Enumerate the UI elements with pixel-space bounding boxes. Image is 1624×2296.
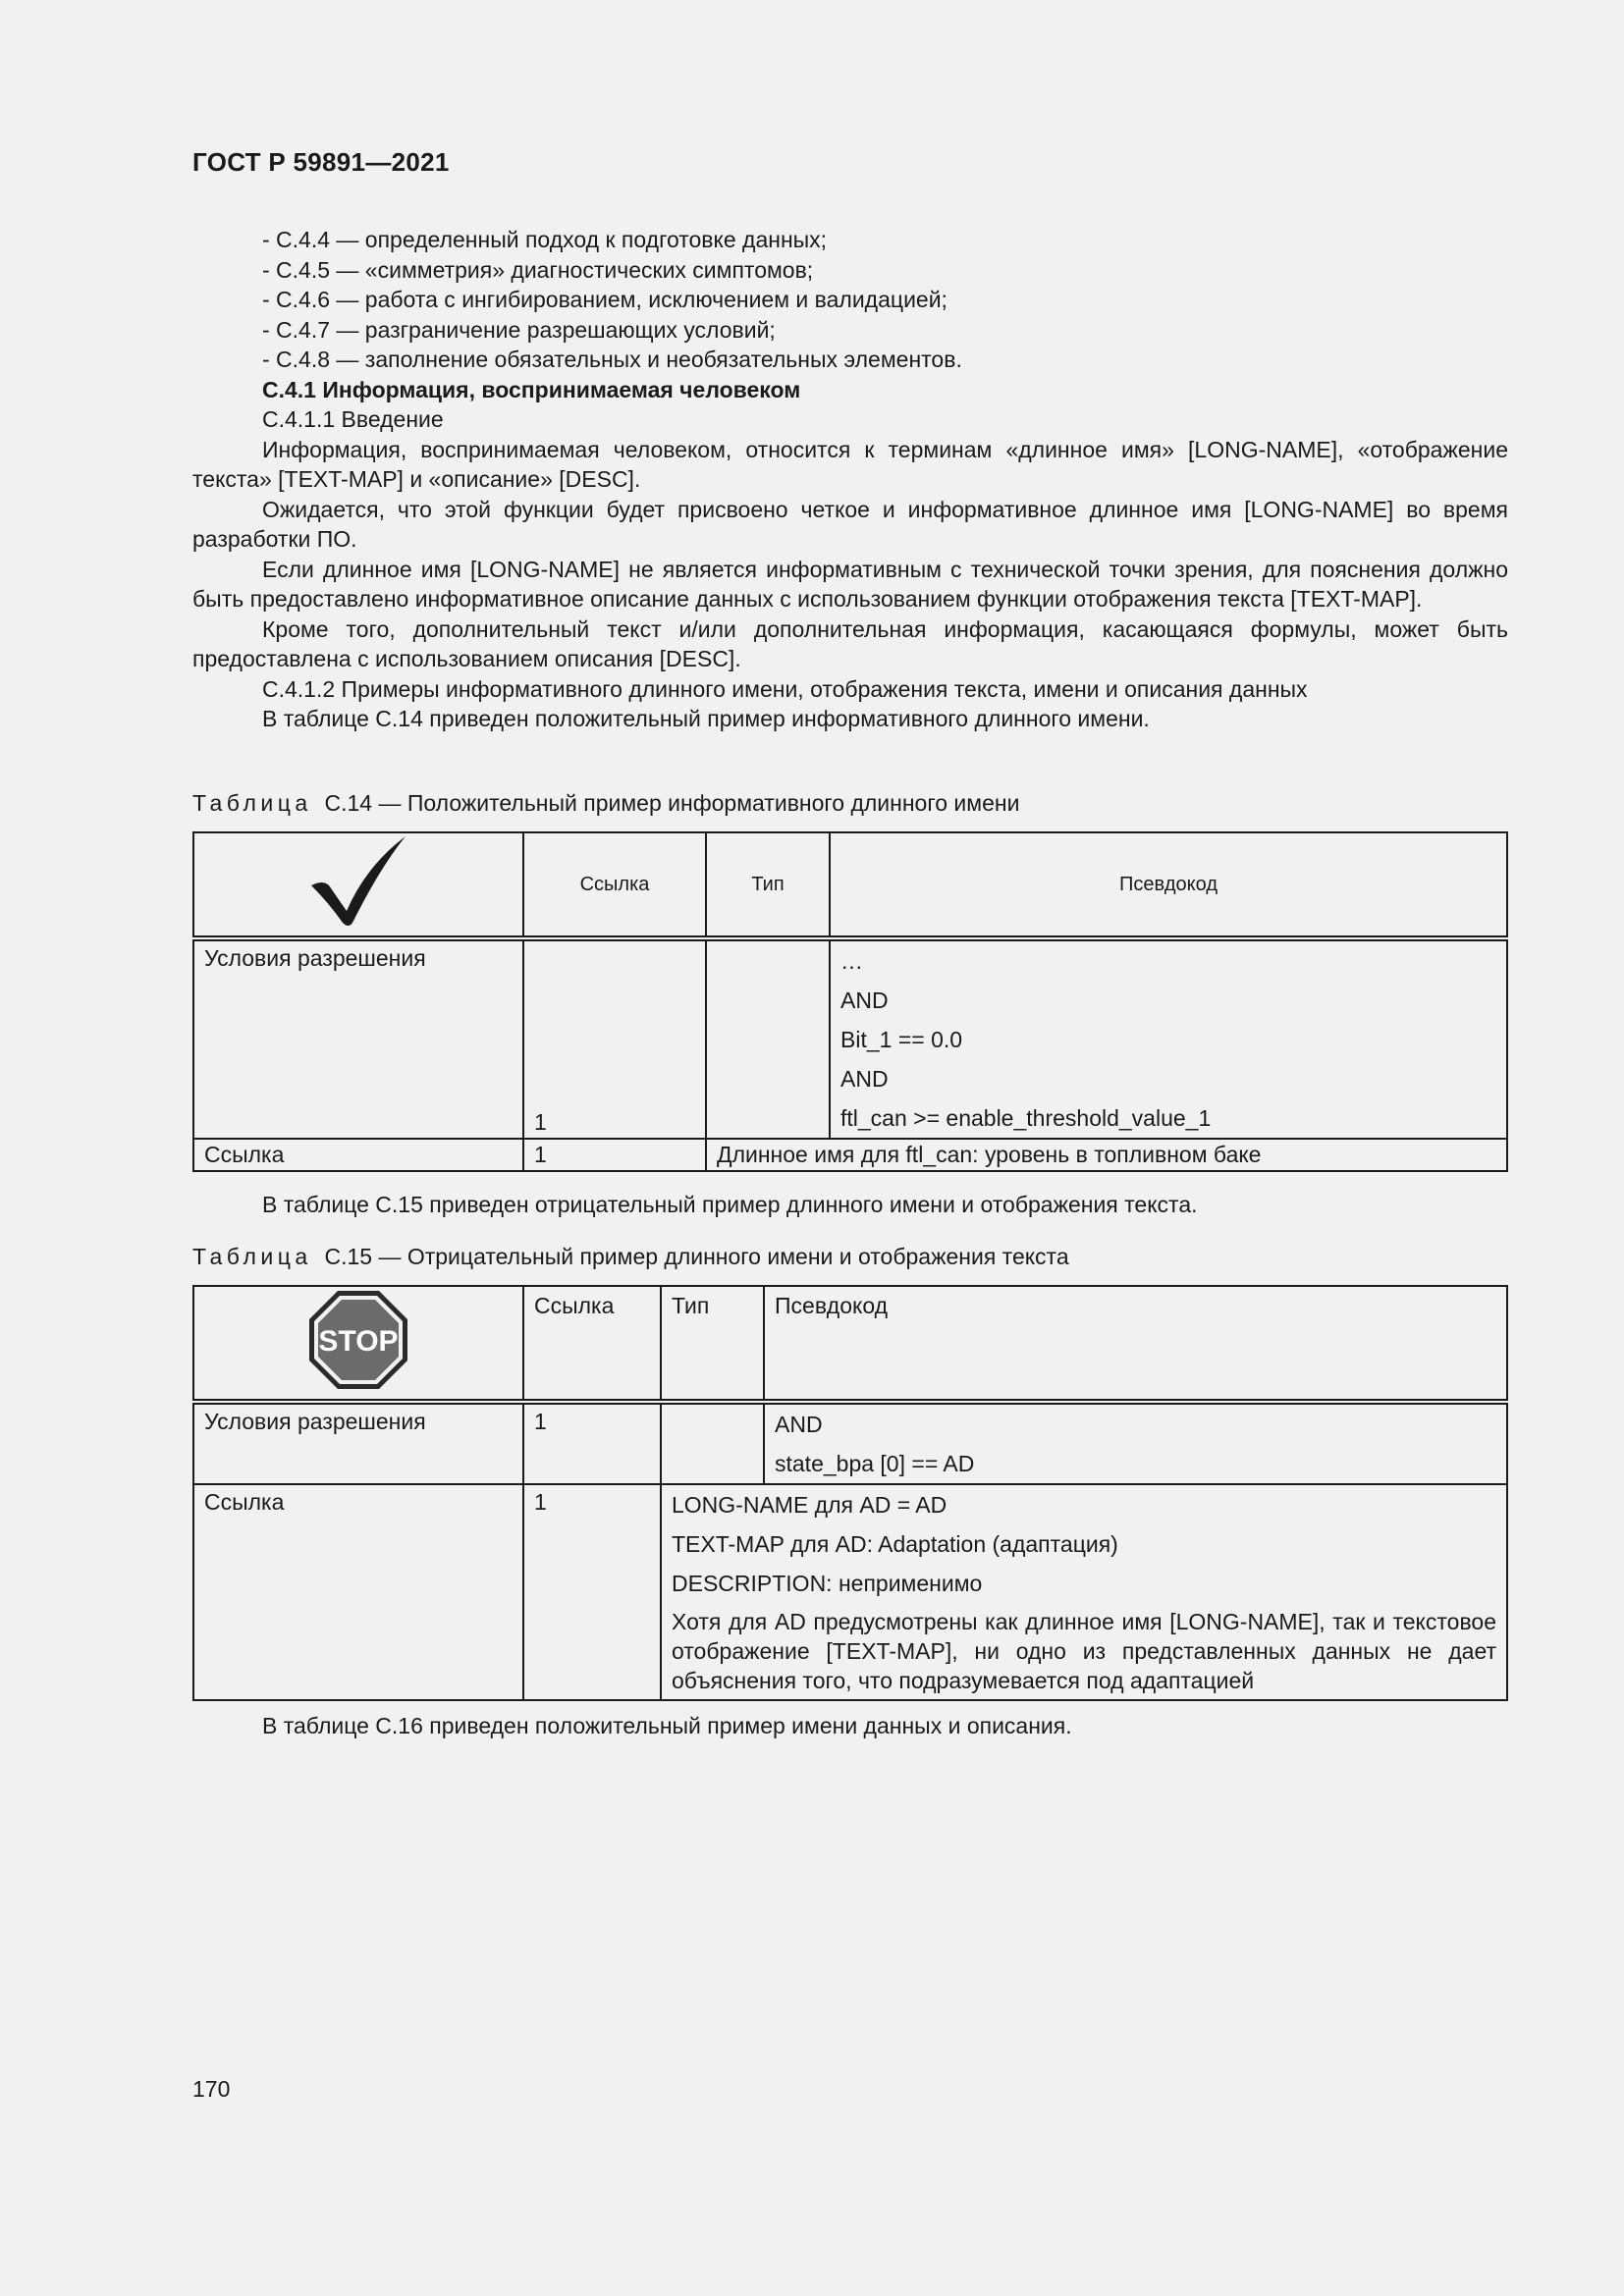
description-line: DESCRIPTION: неприменимо <box>672 1571 983 1596</box>
row-label-cell <box>193 938 523 1139</box>
header-ref: Ссылка <box>523 832 706 938</box>
header-type-label: Тип <box>672 1293 710 1318</box>
pseudocode-cell <box>830 938 1507 1139</box>
ref-value: 1 <box>534 1489 547 1515</box>
stop-sign-text: STOP <box>318 1325 399 1358</box>
row-label-cell <box>193 1402 523 1484</box>
list-item: - С.4.4 — определенный подход к подготовке данных; <box>262 227 828 252</box>
table-header-row <box>193 832 1507 938</box>
ref-value: 1 <box>534 1409 547 1434</box>
pseudocode-line: state_bpa [0] == AD <box>775 1451 975 1476</box>
table-row <box>193 1402 1507 1484</box>
pseudocode-line: AND <box>840 988 889 1013</box>
stop-sign-icon <box>307 1289 409 1391</box>
row-label: Ссылка <box>204 1142 285 1167</box>
header-pseudocode-label: Псевдокод <box>775 1293 889 1318</box>
table-caption <box>192 790 1019 817</box>
header-pseudocode: Псевдокод <box>830 832 1507 938</box>
header-ref <box>523 1286 661 1402</box>
table-c15 <box>192 1285 1508 1701</box>
body-text <box>192 225 1508 734</box>
header-icon-cell <box>193 832 523 938</box>
section-heading: С.4.1 Информация, воспринимаемая человеком <box>262 376 801 402</box>
table-c14 <box>192 831 1508 1172</box>
caption-label: Таблица <box>192 1244 312 1269</box>
header-type: Тип <box>706 832 830 938</box>
subsection-heading: С.4.1.2 Примеры информативного длинного имени, отображения текста, имени и описания данных <box>262 675 1308 702</box>
page-number: 170 <box>192 2076 231 2102</box>
paragraph: В таблице С.14 приведен положительный пример информативного длинного имени. <box>262 706 1150 731</box>
list-item: - С.4.6 — работа с ингибированием, исключением и валидацией; <box>262 287 947 312</box>
paragraph: Информация, воспринимаемая человеком, относится к терминам «длинное имя» [LONG-NAME], «отображение текста» [TEXT-MAP] и «описание» [DESC]. <box>192 436 1508 492</box>
pseudocode-line: ftl_can >= enable_threshold_value_1 <box>840 1105 1212 1131</box>
row-label: Ссылка <box>204 1489 285 1515</box>
description-line: TEXT-MAP для AD: Adaptation (адаптация) <box>672 1531 1118 1557</box>
ref-cell <box>523 1484 661 1700</box>
table-row <box>193 1484 1507 1700</box>
pseudocode-line: AND <box>840 1066 889 1092</box>
list-item: - С.4.7 — разграничение разрешающих условий; <box>262 316 776 343</box>
row-label: Условия разрешения <box>204 1409 426 1434</box>
ref-value: 1 <box>534 1142 547 1167</box>
pseudocode-line: Bit_1 == 0.0 <box>840 1027 963 1052</box>
ref-cell <box>523 1139 706 1171</box>
merged-cell <box>661 1484 1507 1700</box>
paragraph: Ожидается, что этой функции будет присвоено четкое и информативное длинное имя [LONG-NAME] во время разработки ПО. <box>192 496 1508 552</box>
description-note: Хотя для AD предусмотрены как длинное имя [LONG-NAME], так и текстовое отображение [TEXT-MAP], ни одно из представленных данных не дает объяснения того, что подразумевается под адаптацией <box>672 1609 1496 1693</box>
header-type <box>661 1286 764 1402</box>
document-header: ГОСТ Р 59891—2021 <box>192 147 450 177</box>
paragraph: Если длинное имя [LONG-NAME] не является информативным с технической точки зрения, для пояснения должно быть предоставлено информативное описание данных с использованием функции отображения текста [TEXT-MAP]. <box>192 556 1508 612</box>
table-row <box>193 938 1507 1139</box>
row-label-cell <box>193 1484 523 1700</box>
ref-cell <box>523 1402 661 1484</box>
paragraph: В таблице С.15 приведен отрицательный пример длинного имени и отображения текста. <box>262 1192 1198 1217</box>
caption-label: Таблица <box>192 790 312 816</box>
list-item: - С.4.8 — заполнение обязательных и необязательных элементов. <box>262 347 962 372</box>
table-caption <box>192 1244 1069 1270</box>
caption-text: С.14 — Положительный пример информативного длинного имени <box>324 790 1020 816</box>
table-row <box>193 1139 1507 1171</box>
checkmark-icon <box>309 834 407 929</box>
list-item: - С.4.5 — «симметрия» диагностических симптомов; <box>262 256 814 283</box>
type-cell <box>661 1402 764 1484</box>
caption-text: С.15 — Отрицательный пример длинного имени и отображения текста <box>324 1244 1069 1269</box>
subsection-heading: С.4.1.1 Введение <box>262 406 444 432</box>
paragraph: Кроме того, дополнительный текст и/или дополнительная информация, касающаяся формулы, может быть предоставлена с использованием описания [DESC]. <box>192 615 1508 671</box>
header-pseudocode <box>764 1286 1507 1402</box>
merged-cell <box>706 1139 1507 1171</box>
long-name-text: Длинное имя для ftl_can: уровень в топливном баке <box>717 1142 1262 1167</box>
paragraph: В таблице С.16 приведен положительный пример имени данных и описания. <box>262 1713 1072 1738</box>
description-line: LONG-NAME для AD = AD <box>672 1492 947 1518</box>
table-header-row <box>193 1286 1507 1402</box>
row-label-cell <box>193 1139 523 1171</box>
type-cell <box>706 938 830 1139</box>
header-ref-label: Ссылка <box>534 1293 615 1318</box>
pseudocode-line: … <box>840 948 863 974</box>
ref-value: 1 <box>534 1109 547 1135</box>
pseudocode-line: AND <box>775 1412 823 1437</box>
pseudocode-cell <box>764 1402 1507 1484</box>
row-label: Условия разрешения <box>204 945 426 971</box>
ref-cell <box>523 938 706 1139</box>
header-icon-cell <box>193 1286 523 1402</box>
